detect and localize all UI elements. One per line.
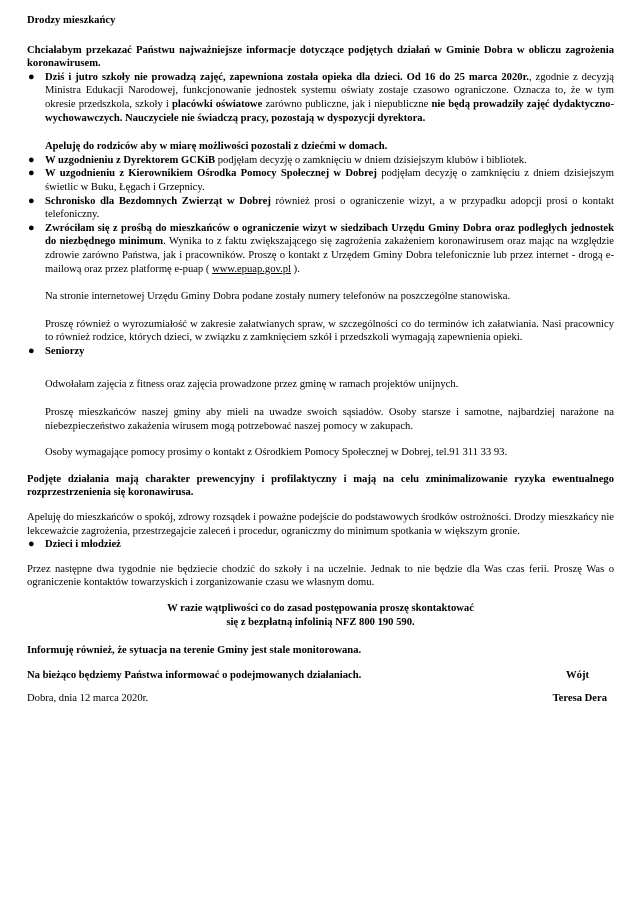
schools-text-2: zarówno publiczne, jak i niepubliczne xyxy=(262,98,432,110)
seniors-text-3: Osoby wymagające pomocy prosimy o kontakt z Ośrodkiem Pomocy Społecznej w Dobrej, tel.91 311 33 93. xyxy=(45,447,508,459)
ops-bold: W uzgodnieniu z Kierownikiem Ośrodka Pomocy Społecznej w Dobrej xyxy=(45,168,377,180)
signature-title: Wójt xyxy=(566,669,589,681)
summary-paragraph: Podjęte działania mają charakter prewencyjny i profilaktyczny i mają na celu zminimalizowanie ryzyka ewentualnego rozprzestrzenienia się koronawirusa. xyxy=(27,473,614,499)
inform-text: Na bieżąco będziemy Państwa informować o podejmowanych działaniach. xyxy=(27,669,362,681)
sign-row xyxy=(27,692,614,706)
list-item-shelter xyxy=(27,195,614,222)
hotline-line-1: W razie wątpliwości co do zasad postępowania proszę skontaktować xyxy=(167,603,474,614)
signature-name: Teresa Dera xyxy=(552,693,607,705)
gckib-bold: W uzgodnieniu z Dyrektorem GCKiB xyxy=(45,154,216,166)
list-item-visits xyxy=(27,222,614,276)
list-item-seniors xyxy=(27,345,614,359)
measures-list xyxy=(27,154,614,276)
shelter-text: również prosi o ograniczenie wizyt, a w przypadku adopcji prosi o kontakt telefoniczny. xyxy=(45,195,614,221)
gckib-text: podjęłam decyzję o zamknięciu w dniem dzisiejszym klubów i bibliotek. xyxy=(215,154,527,166)
bullet-icon: ● xyxy=(28,221,35,234)
list-item-schools xyxy=(27,71,614,125)
visits-text-2: ). xyxy=(291,263,300,275)
seniors-text-1: Odwołałam zajęcia z fitness oraz zajęcia prowadzone przez gminę w ramach projektów unijnych. xyxy=(45,379,459,391)
place-date: Dobra, dnia 12 marca 2020r. xyxy=(27,693,149,705)
letter-document xyxy=(27,10,614,706)
seniors-list xyxy=(27,345,614,359)
inform-row xyxy=(27,669,614,683)
ops-text: podjęłam decyzję o zamknięciu z dniem dzisiejszym świetlic w Buku, Łęgach i Grzepnicy. xyxy=(45,168,615,193)
schools-text-1: , zgodnie z decyzją Ministra Edukacji Narodowej, funkcjonowanie jednostek systemu oświaty zostaje czasowo ograniczone. Oznacza to, że w tym okresie przedszkola, szkoły i xyxy=(45,71,614,110)
intro-paragraph: Chciałabym przekazać Państwu najważniejsze informacje dotyczące podjętych działań w Gminie Dobra w obliczu zagrożenia koronawirusem. xyxy=(27,44,614,70)
bullet-icon: ● xyxy=(28,70,35,83)
schools-bold-3: nie będą prowadziły zajęć dydaktyczno-wychowawczych. Nauczyciele nie świadczą pracy, pozostają w dyspozycji dyrektora. xyxy=(45,98,615,124)
schools-list xyxy=(27,71,614,125)
seniors-text-2: Proszę mieszkańców naszej gminy aby mieli na uwadze swoich sąsiadów. Osoby starsze i samotne, najbardziej narażone na niebezpieczeństwo zakażenia wirusem mogą potrzebować naszej pomocy w zakupach. xyxy=(45,407,614,432)
list-item-youth xyxy=(27,538,614,552)
visits-text-1: . Wynika to z faktu zwiększającego się zagrożenia zakażeniem koronawirusem oraz mając na względzie zdrowie zarówno Państwa, jak i pracowników. Proszę o kontakt z Urzędem Gminy Dobra telefonicznie lub przez internet - drogą e-mailową oraz przez platformę e-puap ( xyxy=(45,236,614,275)
youth-text: Przez następne dwa tygodnie nie będziecie chodzić do szkoły i na uczelnie. Jednak to nie będzie dla Was czas ferii. Proszę Was o ograniczenie kontaktów towarzyskich i zorganizowanie czasu we własnym domu. xyxy=(27,563,614,589)
schools-bold-1: Dziś i jutro szkoły nie prowadzą zajęć, zapewniona została opieka dla dzieci. Od 16 do 25 marca 2020r. xyxy=(45,71,529,83)
bullet-icon: ● xyxy=(28,167,35,180)
monitoring-notice: Informuję również, że sytuacja na terenie Gminy jest stale monitorowana. xyxy=(27,645,362,657)
youth-heading: Dzieci i młodzież xyxy=(45,539,121,551)
hotline-line-2: się z bezpłatną infolinią NFZ 800 190 590. xyxy=(226,616,415,628)
understanding-paragraph: Proszę również o wyrozumiałość w zakresie załatwianych spraw, w szczególności co do terminów ich załatwiania. Nasi pracownicy to również rodzice, których dzieci, w związku z zamknięciem szkół i przedszkoli wymagają zapewnienia opieki. xyxy=(45,318,614,344)
advice-paragraph: Apeluję do mieszkańców o spokój, zdrowy rozsądek i poważne podejście do podstawowych środków ostrożności. Drodzy mieszkańcy nie lekceważcie zagrożenia, przestrzegajcie zaleceń i procedur, ograniczmy do minimum spotkania w większym gronie. xyxy=(27,512,614,537)
bullet-icon: ● xyxy=(28,344,35,357)
youth-list xyxy=(27,538,614,552)
visits-bold: Zwróciłam się z prośbą do mieszkańców o ograniczenie wizyt w siedzibach Urzędu Gminy Dobra oraz podległych jednostek do niezbędnego minimum xyxy=(45,222,614,248)
seniors-heading: Seniorzy xyxy=(45,345,85,357)
phones-paragraph: Na stronie internetowej Urzędu Gminy Dobra podane zostały numery telefonów na poszczególne stanowiska. xyxy=(45,291,511,303)
bullet-icon: ● xyxy=(28,153,35,166)
bullet-icon: ● xyxy=(28,194,35,207)
epuap-link[interactable]: www.epuap.gov.pl xyxy=(212,263,292,275)
shelter-bold: Schronisko dla Bezdomnych Zwierząt w Dobrej xyxy=(45,195,271,207)
appeal-parents: Apeluję do rodziców aby w miarę możliwości pozostali z dziećmi w domach. xyxy=(45,141,388,153)
list-item-gckib xyxy=(27,154,614,168)
schools-bold-2: placówki oświatowe xyxy=(172,98,263,110)
greeting: Drodzy mieszkańcy xyxy=(27,15,116,26)
hotline-notice xyxy=(27,602,614,629)
list-item-ops xyxy=(27,167,614,194)
bullet-icon: ● xyxy=(28,538,35,551)
